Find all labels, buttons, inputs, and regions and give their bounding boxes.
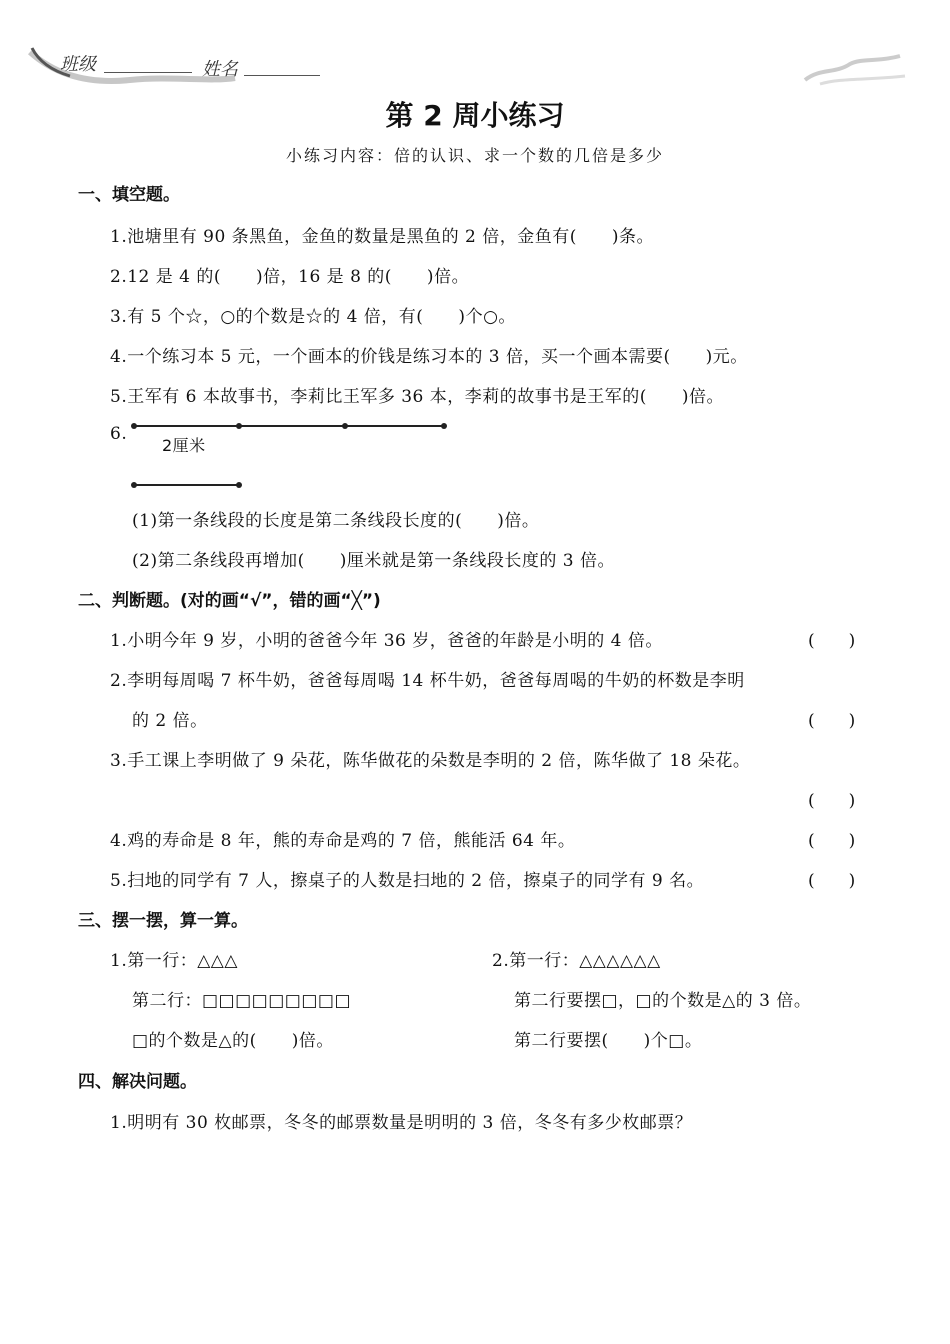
- section-problem-solving-heading: 四、解决问题。: [78, 1072, 197, 1092]
- arrange-left-row-2: 第二行：□□□□□□□□□: [132, 991, 352, 1011]
- class-blank-line[interactable]: [104, 72, 192, 73]
- arrange-right-row-2: 第二行要摆□，□的个数是△的 3 倍。: [514, 991, 812, 1011]
- judge-question-2-line-2: 的 2 倍。: [132, 711, 208, 731]
- name-label: 姓名: [202, 59, 238, 80]
- arrange-right-row-3: 第二行要摆( )个□。: [514, 1031, 703, 1051]
- answer-parentheses[interactable]: ( ): [808, 711, 856, 731]
- name-blank-line[interactable]: [244, 75, 320, 76]
- page-title: 第 2 周小练习: [385, 99, 565, 132]
- judge-question-5: 5.扫地的同学有 7 人，擦桌子的人数是扫地的 2 倍，擦桌子的同学有 9 名。: [110, 871, 705, 891]
- page-subtitle: 小练习内容：倍的认识、求一个数的几倍是多少: [285, 146, 664, 165]
- answer-parentheses[interactable]: ( ): [808, 871, 856, 891]
- fill-question-4: 4.一个练习本 5 元，一个画本的价钱是练习本的 3 倍，买一个画本需要( )元。: [110, 347, 748, 367]
- judge-question-3: 3.手工课上李明做了 9 朵花，陈华做花的朵数是李明的 2 倍，陈华做了 18 朵花。: [110, 751, 751, 771]
- judge-question-1: 1.小明今年 9 岁，小明的爸爸今年 36 岁，爸爸的年龄是小明的 4 倍。: [110, 631, 663, 651]
- arrange-left-row-3: □的个数是△的( )倍。: [132, 1031, 334, 1051]
- answer-area[interactable]: [110, 1145, 870, 1305]
- fill-question-1: 1.池塘里有 90 条黑鱼，金鱼的数量是黑鱼的 2 倍，金鱼有( )条。: [110, 227, 655, 247]
- segment-length-label: 2厘米: [162, 436, 206, 455]
- ink-mountain-right-decoration: [800, 50, 910, 90]
- arrange-left-row-1: 1.第一行：△△△: [110, 951, 238, 971]
- fill-question-5: 5.王军有 6 本故事书，李莉比王军多 36 本，李莉的故事书是王军的( )倍。: [110, 387, 725, 407]
- fill-question-6-part-2: (2)第二条线段再增加( )厘米就是第一条线段长度的 3 倍。: [132, 551, 615, 571]
- fill-question-2: 2.12 是 4 的( )倍，16 是 8 的( )倍。: [110, 267, 470, 287]
- segment-point: [342, 423, 348, 429]
- section-true-false-heading: 二、判断题。(对的画“√”，错的画“╳”): [78, 591, 381, 611]
- first-line-segment: [134, 425, 444, 427]
- segment-point: [441, 423, 447, 429]
- answer-parentheses[interactable]: ( ): [808, 791, 856, 811]
- class-label: 班级: [60, 54, 96, 75]
- fill-question-3: 3.有 5 个☆，○的个数是☆的 4 倍，有( )个○。: [110, 307, 516, 327]
- segment-point: [236, 482, 242, 488]
- judge-question-4: 4.鸡的寿命是 8 年，熊的寿命是鸡的 7 倍，熊能活 64 年。: [110, 831, 576, 851]
- arrange-right-row-1: 2.第一行：△△△△△△: [492, 951, 661, 971]
- fill-question-6-part-1: (1)第一条线段的长度是第二条线段长度的( )倍。: [132, 511, 540, 531]
- section-fill-in-heading: 一、填空题。: [78, 185, 180, 205]
- segment-point: [236, 423, 242, 429]
- segment-point: [131, 423, 137, 429]
- fill-question-6-number: 6.: [110, 424, 128, 444]
- answer-parentheses[interactable]: ( ): [808, 631, 856, 651]
- section-arrange-heading: 三、摆一摆，算一算。: [78, 911, 248, 931]
- segment-point: [131, 482, 137, 488]
- problem-question-1: 1.明明有 30 枚邮票，冬冬的邮票数量是明明的 3 倍，冬冬有多少枚邮票？: [110, 1113, 693, 1133]
- judge-question-2-line-1: 2.李明每周喝 7 杯牛奶，爸爸每周喝 14 杯牛奶，爸爸每周喝的牛奶的杯数是李明: [110, 671, 745, 691]
- second-line-segment: [134, 484, 238, 486]
- answer-parentheses[interactable]: ( ): [808, 831, 856, 851]
